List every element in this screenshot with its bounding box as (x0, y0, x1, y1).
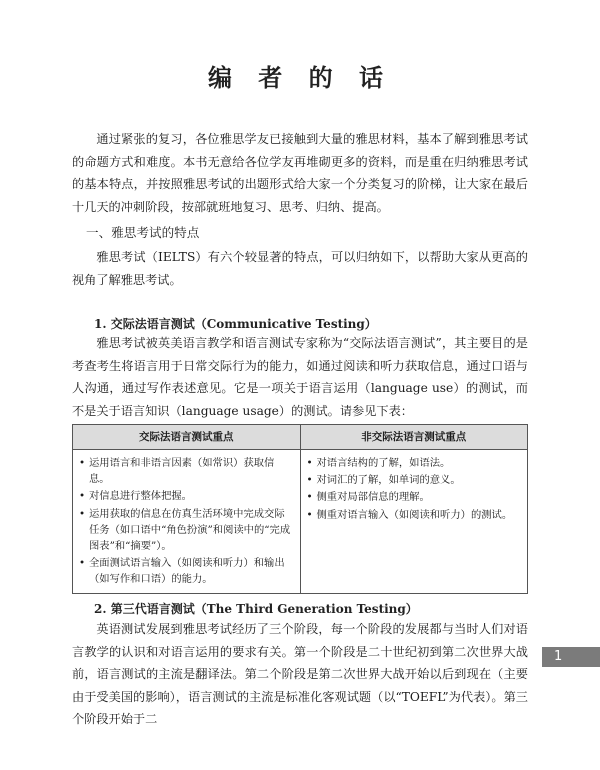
section-heading: 一、雅思考试的特点 (86, 225, 200, 240)
list-item: • 侧重对语言输入（如阅读和听力）的测试。 (307, 507, 522, 523)
subsection-heading-1: 1. 交际法语言测试（Communicative Testing） (94, 317, 377, 331)
table-row (73, 450, 528, 594)
table-header-communicative: 交际法语言测试重点 (73, 425, 301, 450)
subsection-paragraph-2: 英语测试发展到雅思考试经历了三个阶段，每一个阶段的发展都与当时人们对语言教学的认识和对语言运用的要求有关。第一个阶段是二十世纪初到第二次世界大战前，语言测试的主流是翻译法。第二个阶段是第二次世界大战开始以后到现在（主要由于受美国的影响），语言测试的主流是标准化客观试题（以“TOEFL”为代表）。第三个阶段开始于二 (72, 622, 528, 726)
subsection-heading-2: 2. 第三代语言测试（The Third Generation Testing） (94, 602, 418, 616)
section-paragraph: 雅思考试（IELTS）有六个较显著的特点，可以归纳如下，以帮助大家从更高的视角了解雅思考试。 (72, 250, 528, 287)
list-item: • 对语言结构的了解，如语法。 (307, 455, 522, 471)
page-title: 编 者 的 话 (207, 64, 393, 92)
list-item: • 运用语言和非语言因素（如常识）获取信息。 (79, 455, 294, 487)
subsection-paragraph-1: 雅思考试被英美语言教学和语言测试专家称为“交际法语言测试”，其主要目的是考查考生将语言用于日常交际行为的能力，如通过阅读和听力获取信息，通过口语与人沟通，通过写作表述意见。它是一项关于语言运用（language use）的测试，而不是关于语言知识（language usage）的测试。请参见下表： (72, 336, 528, 418)
list-item: • 侧重对局部信息的理解。 (307, 489, 522, 505)
list-item: • 对词汇的了解，如单词的意义。 (307, 472, 522, 488)
table-header-non-communicative: 非交际法语言测试重点 (300, 425, 528, 450)
list-item: • 运用获取的信息在仿真生活环境中完成交际任务（如口语中“角色扮演”和阅读中的“完成图表”和“摘要”）。 (79, 506, 294, 555)
list-item: • 全面测试语言输入（如阅读和听力）和输出（如写作和口语）的能力。 (79, 555, 294, 587)
comparison-table (72, 424, 528, 594)
table-header-row (73, 425, 528, 450)
intro-paragraph: 通过紧张的复习，各位雅思学友已接触到大量的雅思材料，基本了解到雅思考试的命题方式和难度。本书无意给各位学友再堆砌更多的资料，而是重在归纳雅思考试的基本特点，并按照雅思考试的出题形式给大家一个分类复习的阶梯，让大家在最后十几天的冲刺阶段，按部就班地复习、思考、归纳、提高。 (72, 132, 528, 214)
list-item: • 对信息进行整体把握。 (79, 488, 294, 504)
page-number-tab: 1 (542, 647, 600, 667)
communicative-list (79, 455, 294, 588)
table-cell-communicative (73, 450, 301, 594)
non-communicative-list (307, 455, 522, 523)
table-cell-non-communicative (300, 450, 528, 594)
